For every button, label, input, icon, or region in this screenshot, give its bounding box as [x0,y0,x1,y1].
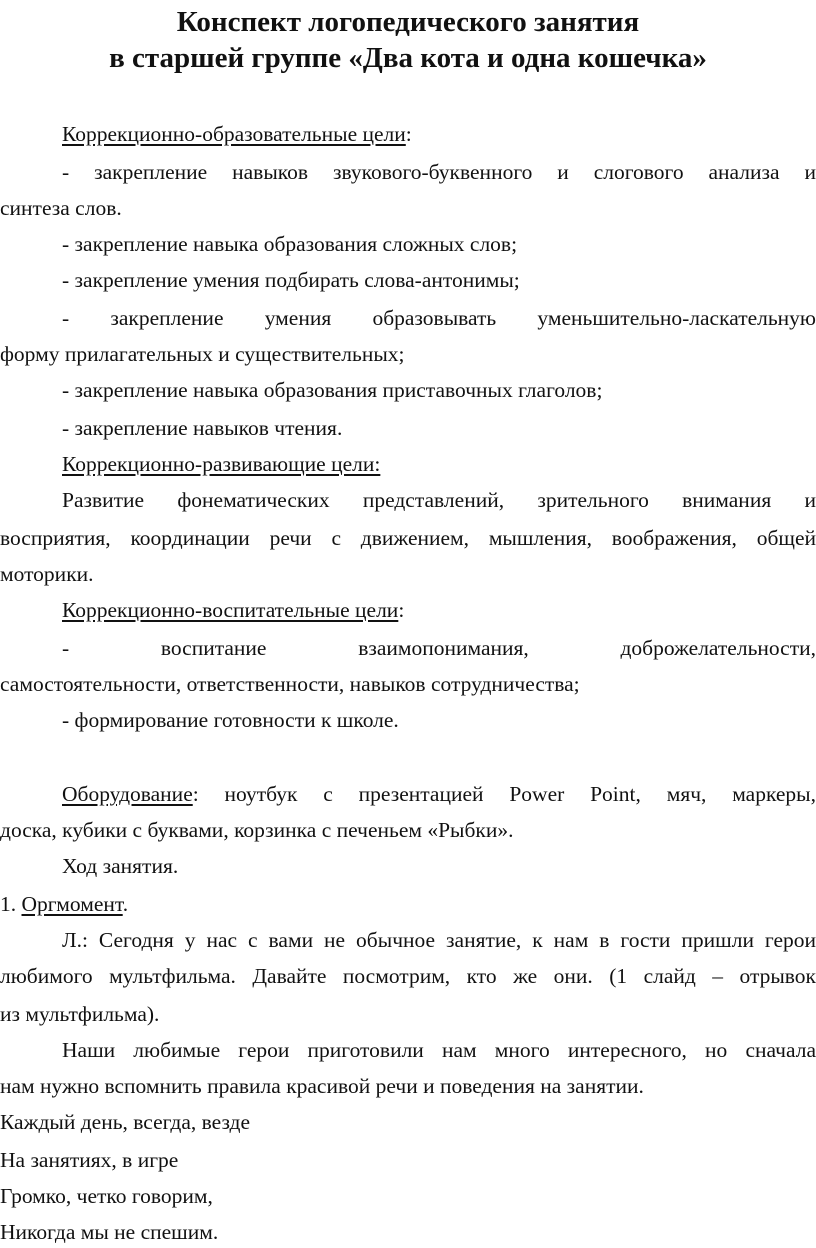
lesson-para-1-line-1: Л.: Сегодня у нас с вами не обычное занятие, к нам в гости пришли герои [62,928,816,952]
developmental-text-line-2: восприятия, координации речи с движением, мышления, воображения, общей [0,526,816,550]
goal-item-3: - закрепление умения подбирать слова-антонимы; [62,268,520,292]
poem-line-2: На занятиях, в игре [0,1148,179,1172]
developmental-text-line-1: Развитие фонематических представлений, зрительного внимания и [62,488,816,512]
lesson-para-1-line-3: из мультфильма). [0,1002,160,1026]
educative-item-2: - формирование готовности к школе. [62,708,399,732]
educative-item-1-line-2: самостоятельности, ответственности, навыков сотрудничества; [0,672,580,696]
developmental-text-line-3: моторики. [0,562,94,586]
educative-item-1-word-2: взаимопонимания, [358,636,529,660]
document-title-line-1: Конспект логопедического занятия [176,6,640,38]
lesson-step-1-title: Оргмомент [21,892,123,916]
lesson-para-1-line-2: любимого мультфильма. Давайте посмотрим, кто же они. (1 слайд – отрывок [0,964,816,988]
educative-item-1-line-1 [62,634,816,662]
poem-line-3: Громко, четко говорим, [0,1184,213,1208]
goal-item-4-line-2: форму прилагательных и существительных; [0,342,405,366]
goal-item-2: - закрепление навыка образования сложных слов; [62,232,518,256]
lesson-para-2-line-1: Наши любимые герои приготовили нам много интересного, но сначала [62,1038,816,1062]
equipment-heading: Оборудование [62,782,193,806]
equipment-line-2: доска, кубики с буквами, корзинка с печеньем «Рыбки». [0,818,514,842]
educative-item-1-word-3: доброжелательности, [620,636,816,660]
poem-line-1: Каждый день, всегда, везде [0,1110,251,1134]
lesson-step-1: 1. Оргмомент. [0,892,129,916]
section-heading-correctional-developmental: Коррекционно-развивающие цели: [62,452,381,476]
section-heading-correctional-educational: Коррекционно-образовательные цели: [62,122,412,146]
lesson-para-2-line-2: нам нужно вспомнить правила красивой речи и поведения на занятии. [0,1074,644,1098]
educative-item-1-dash: - [62,636,70,660]
goal-item-5: - закрепление навыка образования приставочных глаголов; [62,378,603,402]
goal-item-1-line-2: синтеза слов. [0,196,122,220]
document-title-line-2: в старшей группе «Два кота и одна кошечка» [109,42,707,74]
educative-item-1-word-1: воспитание [160,636,267,660]
lesson-heading: Ход занятия. [62,854,179,878]
poem-line-4: Никогда мы не спешим. [0,1220,219,1244]
goal-item-6: - закрепление навыков чтения. [62,416,343,440]
goal-item-1-line-1: - закрепление навыков звукового-буквенного и слогового анализа и [62,160,816,184]
equipment-line-1: Оборудование: ноутбук с презентацией Power Point, мяч, маркеры, [62,782,816,806]
goal-item-4-line-1: - закрепление умения образовывать уменьшительно-ласкательную [62,306,816,330]
section-heading-correctional-educative: Коррекционно-воспитательные цели: [62,598,405,622]
